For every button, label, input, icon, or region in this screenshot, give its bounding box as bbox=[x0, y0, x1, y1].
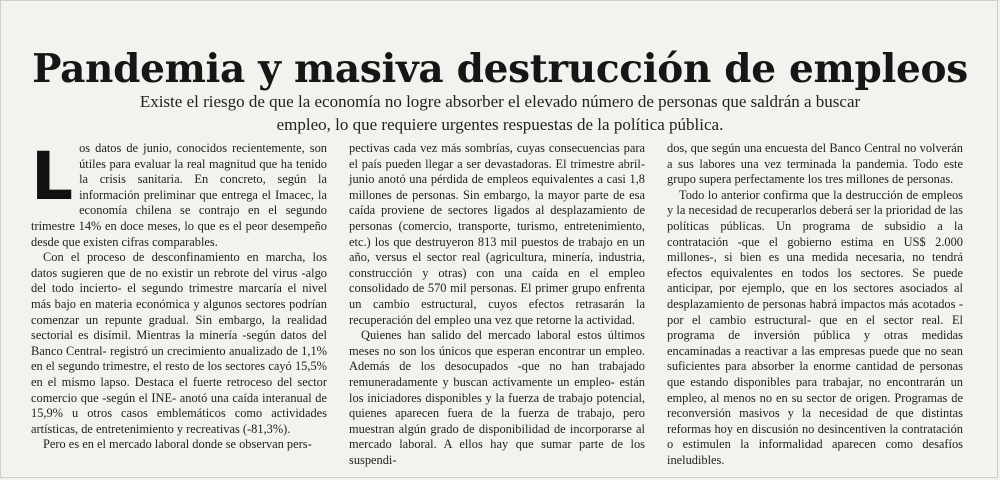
column-2 bbox=[349, 141, 645, 468]
paragraph: pectivas cada vez más sombrías, cuyas consecuencias para el país pueden llegar a ser devastadoras. El trimestre abril-junio anotó una pérdida de empleos equivalentes a casi 1,8 millones de personas. Sin embargo, la mayor parte de esa caída proviene de sectores ligados al desplazamiento de personas (comercio, transporte, turismo, entretenimiento, etc.) los que destruyeron 813 mil puestos de trabajo en un año, versus el sector real (agricultura, minería, industria, construcción y otras) con una caída en el empleo consolidado de 570 mil personas. El primer grupo enfrenta un cambio estructural, cuyos efectos retrasarán la recuperación del empleo una vez que retorne la actividad. bbox=[349, 141, 645, 327]
paragraph-text: os datos de junio, conocidos recientemente, son útiles para evaluar la real magnitud que ha tenido la crisis sanitaria. En concreto, según la información preliminar que entrega el Imacec, la economía chilena se contrajo en el segundo trimestre 14% en doce meses, lo que es el peor desempeño desde que existen cifras comparables. bbox=[31, 141, 327, 249]
paragraph bbox=[31, 138, 327, 250]
headline: Pandemia y masiva destrucción de empleos bbox=[32, 46, 968, 93]
paragraph: Con el proceso de desconfinamiento en marcha, los datos sugieren que de no existir un rebrote del virus -algo del todo incierto- el segundo trimestre marcaría el nivel más bajo en materia económica y algunos sectores podrían comenzar un repunte gradual. Sin embargo, la realidad sectorial es disímil. Mientras la minería -según datos del Banco Central- registró un crecimiento anualizado de 1,1% en el segundo trimestre, el resto de los sectores cayó 15,5% en el mismo lapso. Destaca el fuerte retroceso del sector comercio que -según el INE- anotó una caída interanual de 15,9% u otros casos emblemáticos como actividades artísticas, de entretenimiento y recreativas (-81,3%). bbox=[31, 250, 327, 436]
paragraph: Todo lo anterior confirma que la destrucción de empleos y la necesidad de recuperarlos deberá ser la prioridad de las políticas públicas. Un programa de subsidio a la contratación -que el gobierno estima en US$ 2.000 millones-, si bien es una medida necesaria, no tendrá efectos equivalentes en todos los sectores. Se puede anticipar, por ejemplo, que en los sectores asociados al desplazamiento de personas habrá impactos más acotados -por el cambio estructural- que en el sector real. El programa de inversión pública y otras medidas encaminadas a reactivar a las empresas puede que no sean suficientes para absorber la enorme cantidad de personas que estando disponibles para trabajar, no encontrarán un empleo, al menos no en su sector de origen. Programas de reconversión masivos y la necesidad de que distintas reformas hoy en discusión no desincentiven la contratación o estimulen la informalidad aparecen como desafíos ineludibles. bbox=[667, 187, 963, 467]
deck-subtitle: Existe el riesgo de que la economía no logre absorber el elevado número de personas que saldrán a buscar empleo, lo que requiere urgentes respuestas de la política pública. bbox=[139, 92, 861, 134]
column-3 bbox=[667, 141, 963, 468]
paragraph: Pero es en el mercado laboral donde se observan pers- bbox=[43, 437, 312, 452]
paragraph: Quienes han salido del mercado laboral estos últimos meses no son los únicos que esperan encontrar un empleo. Además de los desocupados -que no han trabajado remuneradamente y buscan activamente un empleo- están los iniciadores disponibles y la fuerza de trabajo potencial, quienes aparecen fuera de la fuerza de trabajo, pero muestran algún grado de disponibilidad de incorporarse al mercado laboral. A ellos hay que sumar parte de los suspendi- bbox=[349, 328, 645, 467]
drop-cap: L bbox=[31, 138, 74, 215]
paragraph: dos, que según una encuesta del Banco Central no volverán a sus labores una vez terminada la pandemia. Todo este grupo supera perfectamente los tres millones de personas. bbox=[667, 141, 963, 187]
article-body bbox=[31, 138, 971, 471]
column-1 bbox=[31, 138, 327, 453]
